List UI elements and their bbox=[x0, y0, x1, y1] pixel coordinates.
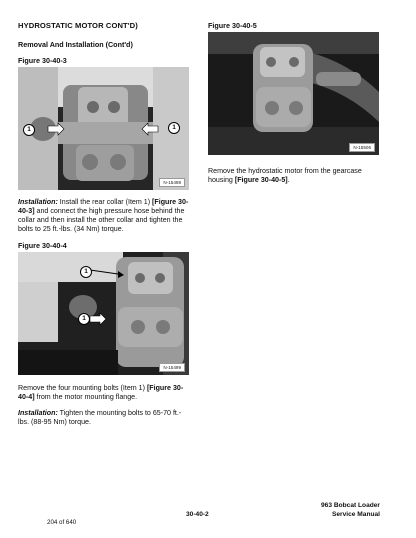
page-number: 30-40-2 bbox=[186, 511, 209, 518]
remove-bolts-paragraph: Remove the four mounting bolts (Item 1) [Figure 30-40-4] from the motor mounting flange. bbox=[18, 384, 184, 402]
figure-caption-4: Figure 30-40-4 bbox=[18, 241, 67, 250]
manual-subtitle: Service Manual bbox=[331, 511, 380, 518]
figure-caption-5: Figure 30-40-5 bbox=[208, 21, 257, 30]
photo-id-5: N-15506 bbox=[349, 143, 375, 152]
photo-id-3: N-15498 bbox=[159, 178, 185, 187]
figure-photo-4 bbox=[18, 252, 189, 375]
callout-top: 1 bbox=[80, 266, 92, 278]
section-title: HYDROSTATIC MOTOR CONT'D) bbox=[18, 21, 138, 30]
photo-id-4: N-15499 bbox=[159, 363, 185, 372]
page-count: 204 of 640 bbox=[47, 519, 77, 526]
figure-photo-3 bbox=[18, 67, 189, 190]
figure-ref: [Figure 30-40-4] bbox=[18, 384, 184, 402]
figure-photo-5 bbox=[208, 32, 379, 155]
installation-label: Installation: bbox=[18, 409, 58, 417]
callout-bottom: 1 bbox=[78, 313, 90, 325]
callout-left: 1 bbox=[23, 124, 35, 136]
remove-motor-paragraph: Remove the hydrostatic motor from the gearcase housing [Figure 30-40-5]. bbox=[208, 167, 362, 185]
installation-paragraph-1: Installation: Install the rear collar (Item 1) [Figure 30-40-3] and connect the high pressure hose behind the collar and then install the other collar and tighten the bolts to 25 ft.-lbs. (34 Nm) torque. bbox=[18, 198, 189, 234]
installation-paragraph-2: Installation: Tighten the mounting bolts to 65-70 ft.-lbs. (88-95 Nm) torque. bbox=[18, 409, 182, 427]
callout-right: 1 bbox=[168, 122, 180, 134]
figure-ref: [Figure 30-40-3] bbox=[18, 198, 189, 216]
manual-title: 963 Bobcat Loader bbox=[321, 502, 380, 509]
sub-title: Removal And Installation (Cont'd) bbox=[18, 40, 133, 49]
figure-ref: [Figure 30-40-5] bbox=[234, 176, 288, 185]
installation-label: Installation: bbox=[18, 198, 58, 206]
figure-caption-3: Figure 30-40-3 bbox=[18, 56, 67, 65]
